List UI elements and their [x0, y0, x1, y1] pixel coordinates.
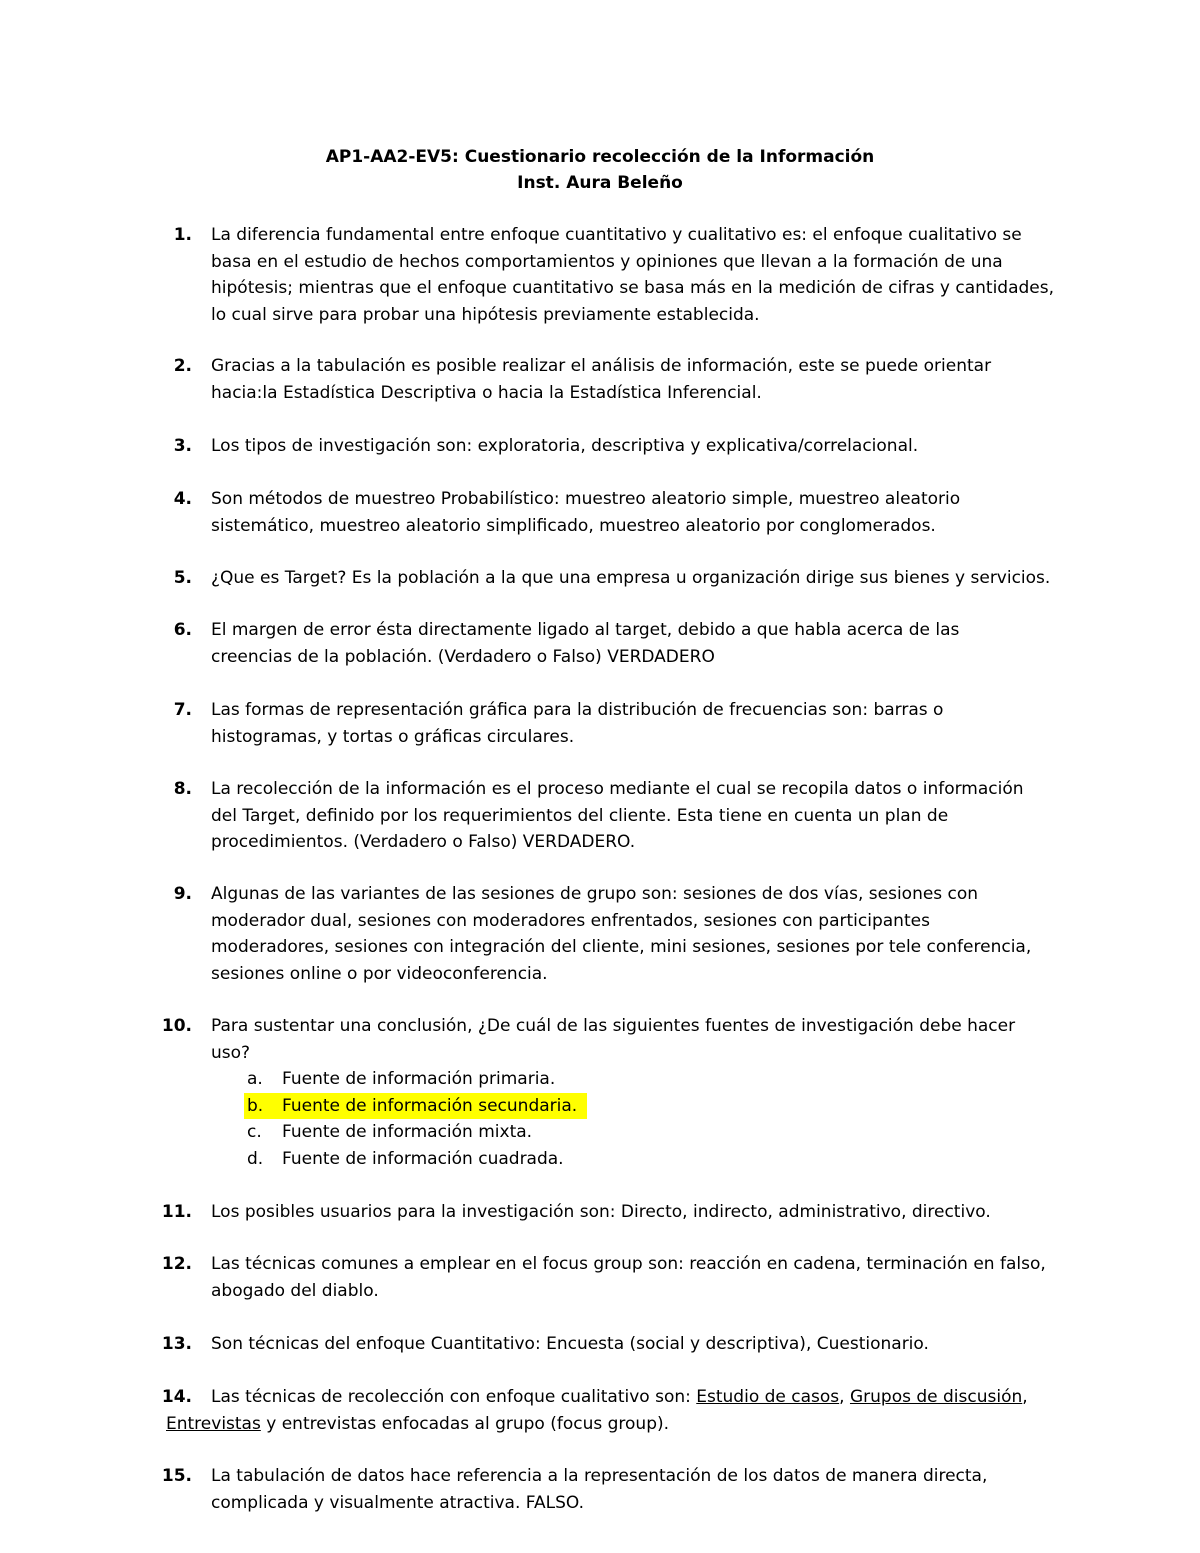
text-line: Las técnicas comunes a emplear en el focus group son: reacción en cadena, terminación en falso,	[211, 1254, 1046, 1274]
option-text: Fuente de información mixta.	[282, 1122, 533, 1142]
text-line: El margen de error ésta directamente ligado al target, debido a que habla acerca de las	[211, 620, 960, 640]
text-line: moderador dual, sesiones con moderadores enfrentados, sesiones con participantes	[211, 910, 930, 931]
text-line: Las formas de representación gráfica para la distribución de frecuencias son: barras o	[211, 700, 944, 720]
underlined-term: Estudio de casos	[696, 1387, 840, 1407]
question-number: 4.	[173, 489, 192, 509]
document-author: Inst. Aura Beleño	[517, 173, 683, 193]
text-line: Los posibles usuarios para la investigación son: Directo, indirecto, administrativo, directivo.	[211, 1202, 991, 1222]
question-text	[211, 776, 1081, 856]
question-number: 10.	[161, 1016, 192, 1036]
option-text: Fuente de información primaria.	[282, 1069, 556, 1089]
option-b-highlighted	[0, 1093, 1200, 1120]
text-line: lo cual sirve para probar una hipótesis previamente establecida.	[211, 304, 760, 325]
underlined-term: Entrevistas	[166, 1413, 261, 1434]
option-c	[0, 1119, 1200, 1146]
text-line: La diferencia fundamental entre enfoque cuantitativo y cualitativo es: el enfoque cualitativo se	[211, 225, 1022, 245]
text-line: hipótesis; mientras que el enfoque cuantitativo se basa más en la medición de cifras y cantidades,	[211, 278, 1055, 298]
question-text	[211, 697, 1081, 750]
text-line: creencias de la población. (Verdadero o Falso) VERDADERO	[211, 646, 715, 667]
option-text: Fuente de información cuadrada.	[282, 1149, 564, 1169]
text-line	[166, 1411, 669, 1438]
question-number: 12.	[161, 1254, 192, 1274]
question-number: 7.	[173, 700, 192, 720]
question-number: 2.	[173, 356, 192, 376]
text-line: Son métodos de muestreo Probabilístico: muestreo aleatorio simple, muestreo aleatorio	[211, 489, 961, 509]
question-text	[211, 486, 1081, 539]
question-text	[211, 1384, 1081, 1411]
text-segment: y entrevistas enfocadas al grupo (focus group).	[260, 1413, 670, 1434]
text-line: del Target, definido por los requerimientos del cliente. Esta tiene en cuenta un plan de	[211, 805, 949, 826]
document-title: AP1-AA2-EV5: Cuestionario recolección de la Información	[325, 147, 875, 167]
text-segment: Las técnicas de recolección con enfoque cualitativo son:	[211, 1387, 697, 1407]
text-line: moderadores, sesiones con integración del cliente, mini sesiones, sesiones por tele conferencia,	[211, 937, 1032, 957]
question-text	[211, 1251, 1081, 1304]
text-segment: ,	[839, 1387, 850, 1407]
option-letter: c.	[247, 1122, 262, 1142]
question-text	[211, 1331, 1081, 1358]
text-line: histogramas, y tortas o gráficas circulares.	[211, 726, 575, 747]
text-line: La recolección de la información es el proceso mediante el cual se recopila datos o información	[211, 779, 1024, 799]
text-line: Para sustentar una conclusión, ¿De cuál de las siguientes fuentes de investigación debe hacer	[211, 1016, 1016, 1036]
question-number: 13.	[161, 1334, 192, 1354]
question-text	[211, 1199, 1081, 1226]
option-text: Fuente de información secundaria.	[282, 1096, 578, 1116]
question-number: 14.	[161, 1387, 192, 1407]
option-letter: b.	[247, 1096, 264, 1116]
underlined-term: Grupos de discusión	[849, 1387, 1023, 1407]
text-line: Los tipos de investigación son: exploratoria, descriptiva y explicativa/correlacional.	[211, 436, 919, 456]
question-text	[211, 433, 1081, 460]
question-number: 5.	[173, 568, 192, 588]
question-text	[211, 881, 1081, 987]
option-d	[0, 1146, 1200, 1173]
text-segment: ,	[1022, 1387, 1028, 1407]
question-number: 9.	[173, 884, 192, 904]
question-number: 6.	[173, 620, 192, 640]
text-line: abogado del diablo.	[211, 1280, 379, 1301]
question-number: 3.	[173, 436, 192, 456]
question-number: 1.	[173, 225, 192, 245]
question-text	[211, 222, 1081, 328]
option-letter: d.	[247, 1149, 264, 1169]
question-text	[211, 565, 1081, 592]
text-line: basa en el estudio de hechos comportamientos y opiniones que llevan a la formación de una	[211, 251, 1003, 272]
text-line: procedimientos. (Verdadero o Falso) VERDADERO.	[211, 832, 636, 852]
text-line: Gracias a la tabulación es posible realizar el análisis de información, este se puede orientar	[211, 356, 992, 376]
text-line: Son técnicas del enfoque Cuantitativo: Encuesta (social y descriptiva), Cuestionario.	[211, 1334, 929, 1354]
text-line: complicada y visualmente atractiva. FALSO.	[211, 1492, 584, 1513]
question-number: 8.	[173, 779, 192, 799]
question-number: 11.	[161, 1202, 192, 1222]
question-text	[211, 1013, 1081, 1066]
text-line: uso?	[211, 1042, 251, 1063]
text-line: La tabulación de datos hace referencia a la representación de los datos de manera directa,	[211, 1466, 988, 1486]
option-a	[0, 1066, 1200, 1093]
question-number: 15.	[161, 1466, 192, 1486]
text-line: sesiones online o por videoconferencia.	[211, 963, 548, 984]
question-text	[211, 617, 1081, 670]
option-letter: a.	[247, 1069, 263, 1089]
question-text	[211, 1463, 1081, 1516]
text-line: sistemático, muestreo aleatorio simplificado, muestreo aleatorio por conglomerados.	[211, 515, 936, 536]
question-text	[211, 353, 1081, 406]
text-line	[211, 1384, 1081, 1411]
text-line: hacia:la Estadística Descriptiva o hacia la Estadística Inferencial.	[211, 382, 762, 403]
text-line: Algunas de las variantes de las sesiones de grupo son: sesiones de dos vías, sesiones con	[211, 884, 979, 904]
text-line: ¿Que es Target? Es la población a la que una empresa u organización dirige sus bienes y servicios.	[211, 568, 1051, 588]
